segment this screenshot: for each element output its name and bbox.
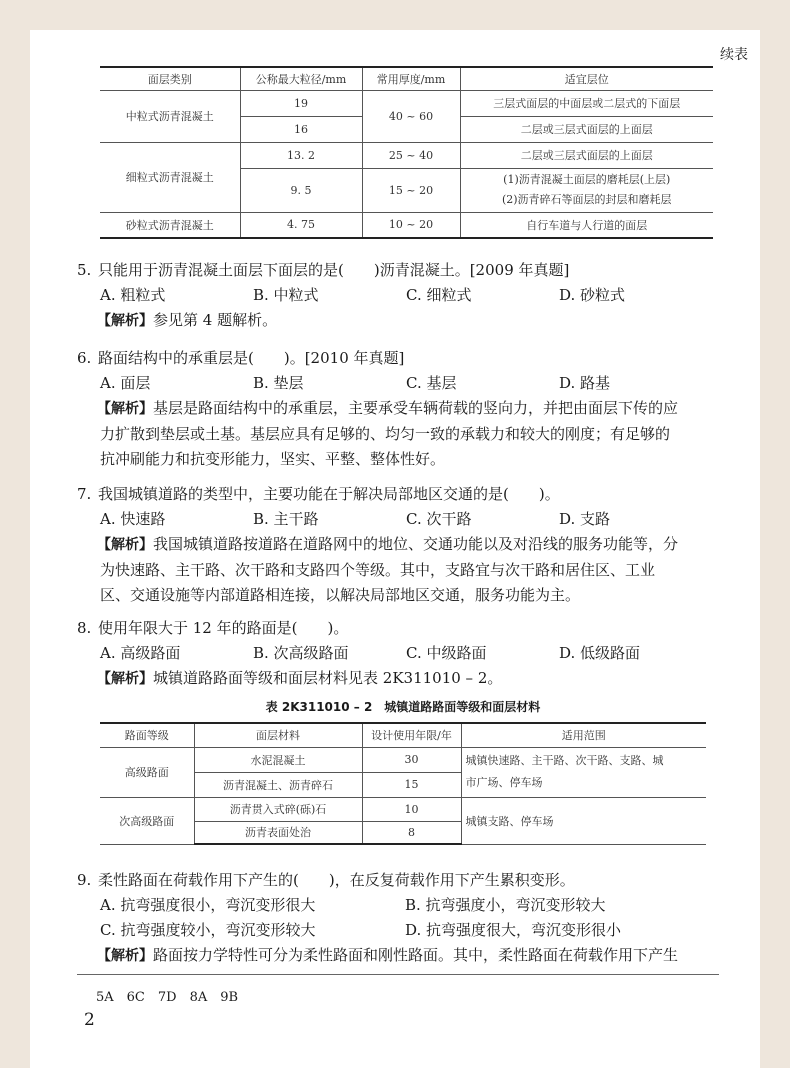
table-header: 设计使用年限/年: [362, 723, 461, 747]
analysis-text: 力扩散到垫层或土基。基层应具有足够的、均匀一致的承载力和较大的刚度；有足够的: [100, 425, 671, 443]
continued-table-note: 续表: [720, 47, 748, 63]
analysis-label: 【解析】: [97, 671, 153, 687]
asphalt-concrete-table: [100, 66, 713, 239]
option-2: C. 抗弯强度较小，弯沉变形较大: [100, 921, 316, 939]
table-row: 次高级路面 沥青贯入式碎(砾)石 10 城镇支路、停车场: [100, 797, 706, 821]
question-8: [77, 616, 712, 692]
table-row: 砂粒式沥青混凝土 4. 75 10 ~ 20 自行车道与人行道的面层: [100, 212, 713, 238]
question-stem: 8. 使用年限大于 12 年的路面是( )。: [77, 619, 349, 637]
option-0: A. 快速路: [100, 510, 166, 528]
option-0: A. 高级路面: [100, 644, 181, 662]
option-3: D. 支路: [559, 510, 611, 528]
option-1: B. 中粒式: [253, 286, 319, 304]
option-2: C. 次干路: [406, 510, 472, 528]
option-3: D. 低级路面: [559, 644, 641, 662]
table-header: 常用厚度/mm: [362, 67, 460, 90]
table-header: 适宜层位: [460, 67, 713, 90]
table-row: 9. 5 15 ~ 20 (1)沥青混凝土面层的磨耗层(上层) (2)沥青碎石等面层的封层和磨耗层: [100, 168, 713, 212]
option-0: A. 面层: [100, 374, 151, 392]
table-row: 中粒式沥青混凝土 19 40 ~ 60 三层式面层的中面层或二层式的下面层: [100, 90, 713, 116]
option-3: D. 砂粒式: [559, 286, 626, 304]
analysis-text: 抗冲刷能力和抗变形能力，坚实、平整、整体性好。: [100, 450, 446, 468]
option-1: B. 次高级路面: [253, 644, 349, 662]
table-header: 适用范围: [461, 723, 706, 747]
table-header: 公称最大粒径/mm: [240, 67, 362, 90]
analysis-label: 【解析】: [97, 948, 153, 964]
analysis-text: 基层是路面结构中的承重层，主要承受车辆荷载的竖向力，并把由面层下传的应: [153, 399, 679, 417]
table-header: 路面等级: [100, 723, 194, 747]
table-row: 沥青表面处治 8: [100, 821, 706, 844]
analysis-text: 我国城镇道路按道路在道路网中的地位、交通功能以及对沿线的服务功能等，分: [153, 535, 679, 553]
analysis-text: 参见第 4 题解析。: [153, 311, 278, 329]
option-1: B. 垫层: [253, 374, 304, 392]
analysis-text: 为快速路、主干路、次干路和支路四个等级。其中，支路宜与次干路和居住区、工业: [100, 561, 656, 579]
answer-key: 5A 6C 7D 8A 9B: [96, 990, 239, 1005]
option-2: C. 中级路面: [406, 644, 487, 662]
analysis-text: 区、交通设施等内部道路相连接，以解决局部地区交通，服务功能为主。: [100, 586, 581, 604]
analysis-text: 城镇道路路面等级和面层材料见表 2K311010 – 2。: [153, 669, 503, 687]
analysis-label: 【解析】: [97, 313, 153, 329]
page-number: 2: [84, 1010, 95, 1030]
option-1: B. 主干路: [253, 510, 319, 528]
question-stem: 9. 柔性路面在荷载作用下产生的( )，在反复荷载作用下产生累积变形。: [77, 871, 575, 889]
pavement-grade-table: [100, 722, 706, 845]
question-6: [77, 346, 712, 472]
table-header: 面层材料: [194, 723, 362, 747]
question-5: [77, 258, 712, 334]
question-stem: 6. 路面结构中的承重层是( )。[2010 年真题]: [77, 349, 405, 367]
option-3: D. 抗弯强度很大，弯沉变形很小: [405, 921, 622, 939]
question-7: [77, 482, 712, 608]
table-row: 细粒式沥青混凝土 13. 2 25 ~ 40 二层或三层式面层的上面层: [100, 142, 713, 168]
option-1: B. 抗弯强度小，弯沉变形较大: [405, 896, 606, 914]
table-row: 沥青混凝土、沥青碎石 15: [100, 772, 706, 797]
option-0: A. 粗粒式: [100, 286, 166, 304]
analysis-label: 【解析】: [97, 401, 153, 417]
analysis-label: 【解析】: [97, 537, 153, 553]
table-caption: 表 2K311010 – 2 城镇道路路面等级和面层材料: [265, 700, 541, 714]
analysis-text: 路面按力学特性可分为柔性路面和刚性路面。其中，柔性路面在荷载作用下产生: [153, 946, 679, 964]
option-2: C. 基层: [406, 374, 457, 392]
option-2: C. 细粒式: [406, 286, 472, 304]
table-row: 高级路面 水泥混凝土 30 城镇快速路、主干路、次干路、支路、城 市广场、停车场: [100, 747, 706, 772]
table-header: 面层类别: [100, 67, 240, 90]
option-3: D. 路基: [559, 374, 611, 392]
table-row: 16 二层或三层式面层的上面层: [100, 116, 713, 142]
question-stem: 5. 只能用于沥青混凝土面层下面层的是( )沥青混凝土。[2009 年真题]: [77, 261, 570, 279]
question-stem: 7. 我国城镇道路的类型中，主要功能在于解决局部地区交通的是( )。: [77, 485, 560, 503]
option-0: A. 抗弯强度很小，弯沉变形很大: [100, 896, 316, 914]
footer-divider: [77, 974, 719, 975]
question-9: [77, 868, 710, 969]
